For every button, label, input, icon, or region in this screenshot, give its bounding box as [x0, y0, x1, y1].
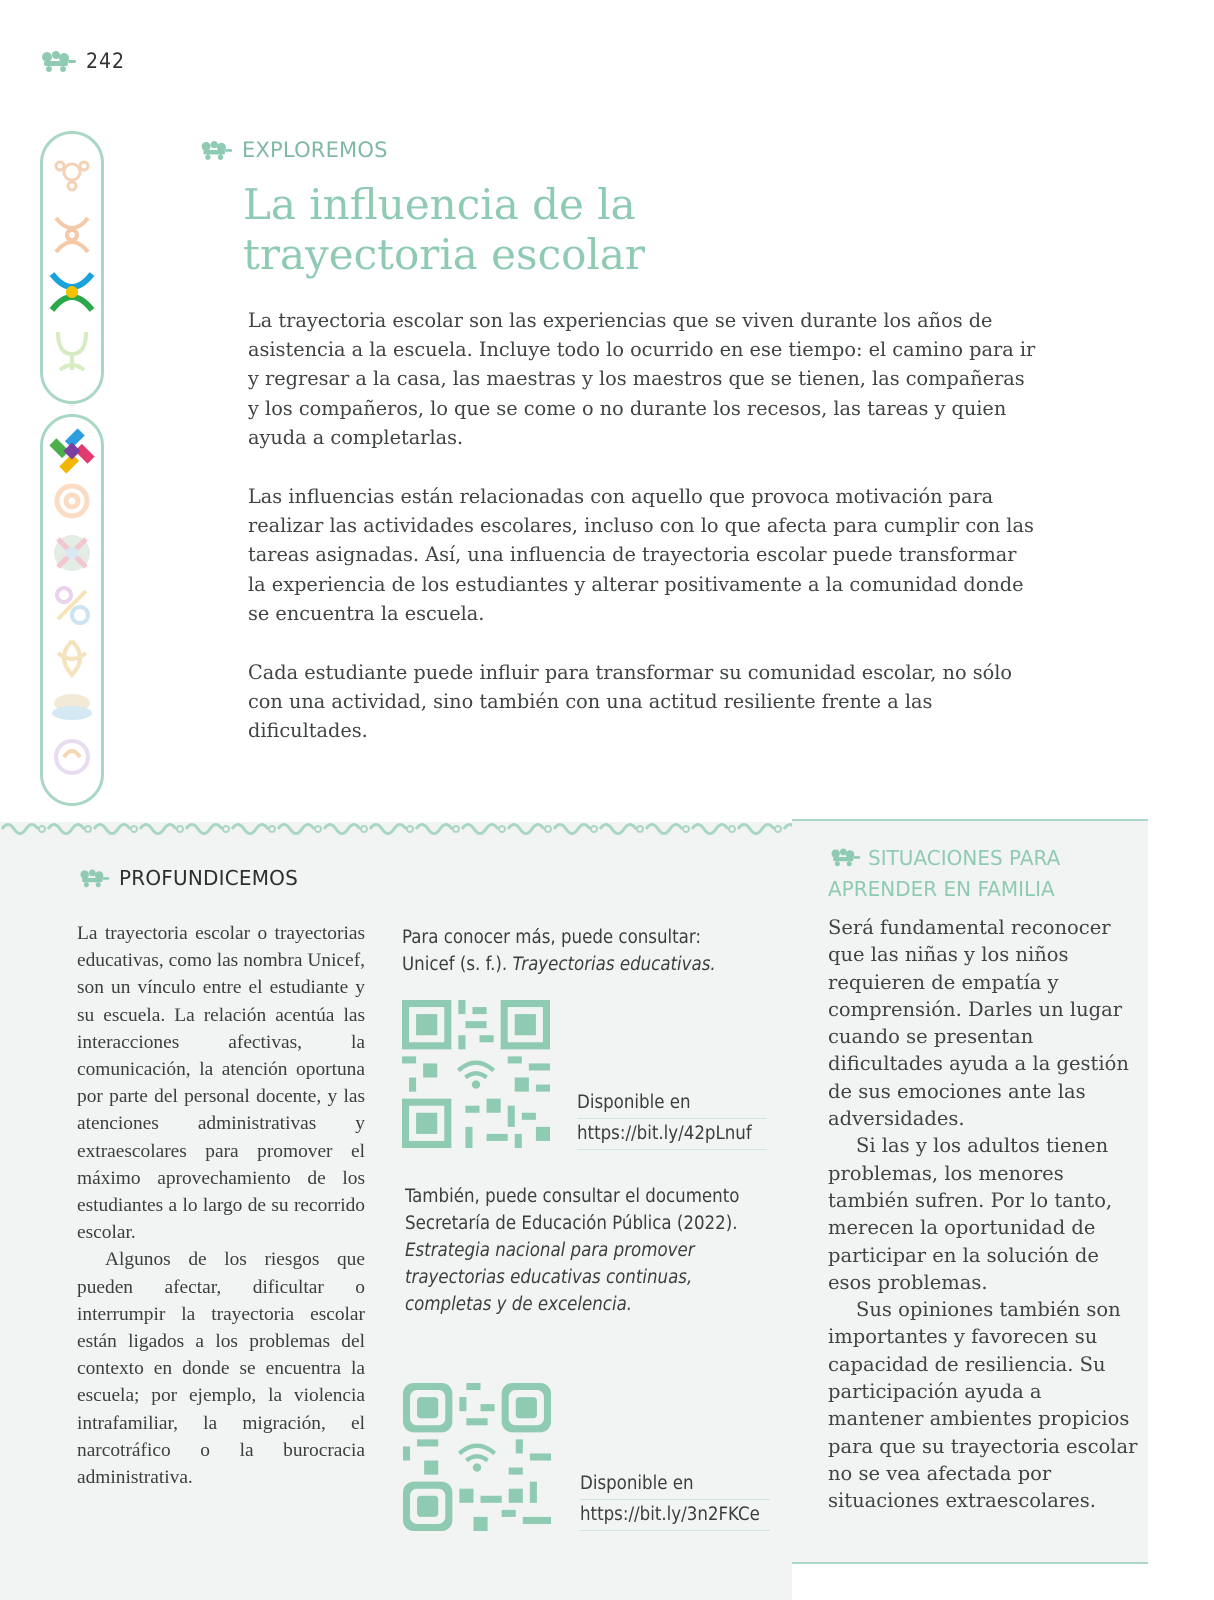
- eje-icon-5: [50, 635, 94, 679]
- family-paragraph-1: Será fundamental reconocer que las niñas y los niños requieren de empatía y comprensión. Darles un lugar cuando se presentan dificultades ayuda a la gestión de sus emociones ante las adversidades.: [828, 916, 1129, 1131]
- reference-1-source: Unicef (s. f.).: [402, 954, 513, 975]
- deepen-paragraph-2: Algunos de los riesgos que pueden afectar, dificultar o interrumpir la trayectoria escolar están ligados a los problemas del contexto en donde se encuentra la escuela; por ejemplo, la violencia intrafamiliar, la migración, el narcotráfico o la burocracia administrativa.: [77, 1249, 365, 1489]
- family-paragraph-3: Sus opiniones también son importantes y favorecen su capacidad de resiliencia. Su participación ayuda a mantener ambientes propicios para que su trayectoria escolar no se vea afectada por situaciones extraescolares.: [828, 1298, 1138, 1513]
- qr-code-icon[interactable]: [403, 1383, 551, 1531]
- page-header: [38, 48, 125, 74]
- page-title: [243, 180, 943, 280]
- link-url-2[interactable]: https://bit.ly/3n2FKCe: [580, 1500, 770, 1531]
- deepen-kicker-label: PROFUNDICEMOS: [119, 866, 298, 890]
- link-url-1[interactable]: https://bit.ly/42pLnuf: [577, 1119, 767, 1150]
- eje-icon-7: [50, 735, 94, 779]
- campo-icon-4: [48, 324, 96, 376]
- glyph-icon: [828, 846, 862, 868]
- reference-2-title: Estrategia nacional para promover trayectorias educativas continuas, completas y de excelencia.: [405, 1240, 695, 1315]
- eje-icon-6: [48, 687, 96, 727]
- reference-1-intro: Para conocer más, puede consultar:: [402, 927, 701, 948]
- glyph-icon: [38, 48, 78, 74]
- deepen-body: [77, 920, 365, 1491]
- availability-2: [580, 1469, 770, 1531]
- deepen-kicker: [77, 866, 298, 890]
- glyph-icon: [198, 138, 234, 162]
- campo-icon-3: [46, 266, 98, 318]
- title-line-1: La influencia de la: [243, 180, 636, 229]
- decorative-border: [0, 818, 792, 840]
- campo-rail-bottom: [40, 414, 104, 806]
- explore-kicker-label: EXPLOREMOS: [242, 138, 388, 162]
- qr-code-icon[interactable]: [402, 1000, 550, 1148]
- campo-rail-top: [40, 131, 104, 404]
- family-kicker-label: SITUACIONES PARA APRENDER EN FAMILIA: [828, 846, 1061, 901]
- reference-2-intro: También, puede consultar el documento Secretaría de Educación Pública (2022).: [405, 1186, 740, 1234]
- available-label: Disponible en: [577, 1088, 767, 1119]
- explore-paragraph-2: Las influencias están relacionadas con aquello que provoca motivación para realizar las actividades escolares, incluso con lo que afecta para cumplir con las tareas asignadas. Así, una influencia de trayectoria escolar puede transformar la experiencia de los estudiantes y alterar positivamente a la comunidad donde se encuentra la escuela.: [248, 485, 1034, 625]
- title-line-2: trayectoria escolar: [243, 230, 645, 279]
- eje-icon-4: [50, 583, 94, 627]
- eje-icon-2: [50, 479, 94, 523]
- availability-1: [577, 1088, 767, 1150]
- reference-1-title: Trayectorias educativas.: [512, 954, 716, 975]
- reference-1: [402, 924, 762, 978]
- eje-icon-3: [50, 531, 94, 575]
- campo-icon-2: [48, 208, 96, 260]
- explore-paragraph-3: Cada estudiante puede influir para transformar su comunidad escolar, no sólo con una actividad, sino también con una actitud resiliente frente a las dificultades.: [248, 661, 1012, 743]
- explore-kicker: [198, 138, 388, 162]
- available-label: Disponible en: [580, 1469, 770, 1500]
- glyph-icon: [77, 867, 111, 889]
- family-body: [828, 914, 1138, 1515]
- reference-2: [405, 1183, 765, 1318]
- explore-paragraph-1: La trayectoria escolar son las experiencias que se viven durante los años de asistencia a la escuela. Incluye todo lo ocurrido en ese tiempo: el camino para ir y regresar a la casa, las maestras y los maestros que se tienen, las compañeras y los compañeros, lo que se come o no durante los recesos, las tareas y quien ayuda a completarlas.: [248, 309, 1036, 449]
- campo-icon-1: [50, 150, 94, 194]
- family-kicker: [828, 843, 1128, 905]
- page-number: 242: [86, 49, 126, 73]
- deepen-paragraph-1: La trayectoria escolar o trayectorias educativas, como las nombra Unicef, son un vínculo entre el estudiante y su escuela. La relación acentúa las interacciones afectivas, la comunicación, la atención oportuna por parte del personal docente, y las atenciones administrativas y extraescolares para promover el máximo aprovechamiento de los estudiantes a lo largo de su recorrido escolar.: [77, 923, 365, 1244]
- eje-icon-1: [48, 427, 96, 475]
- family-paragraph-2: Si las y los adultos tienen problemas, los menores también sufren. Por lo tanto, merecen la oportunidad de participar en la solución de esos problemas.: [828, 1134, 1113, 1294]
